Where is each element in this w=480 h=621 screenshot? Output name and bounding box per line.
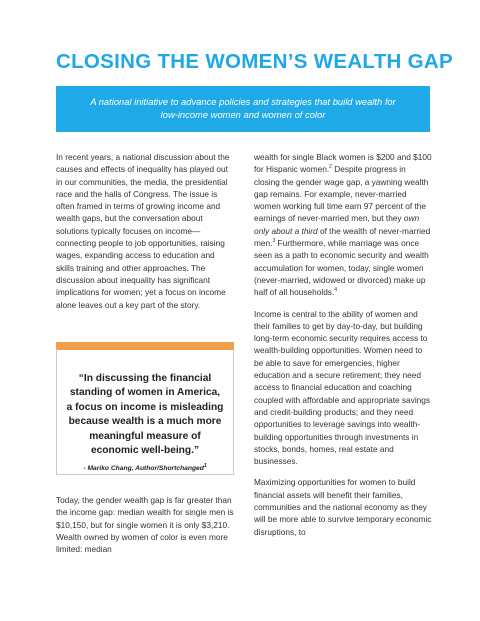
stats-text-a: wealth for single Black women is $200 and $100 for Hispanic women.: [254, 152, 432, 175]
footnote-marker-3: 3: [272, 238, 276, 245]
attribution-text: - Mariko Chang, Author/Shortchanged: [83, 465, 204, 472]
subtitle-banner: [56, 86, 430, 132]
banner-line-2: low-income women and women of color: [160, 109, 326, 120]
maximizing-paragraph: Maximizing opportunities for women to build financial assets will benefit their families, communities and the national economy as they will be more able to survive temporary economic disruptions, to: [254, 477, 432, 537]
wealth-gap-paragraph: Today, the gender wealth gap is far greater than the income gap: median wealth for single men is $10,150, but for single women it is only $3,210. Wealth owned by women of color is even more limited: median: [56, 495, 234, 555]
income-paragraph: Income is central to the ability of women and their families to get by day-to-day, but building long-term economic security requires access to wealth-building opportunities. Women need to be able to save for emergencies, higher education and a secure retirement; they need access to financial education and coaching coupled with affordable and appropriate savings and credit-building products; and they need opportunities to leverage savings into wealth-building opportunities through investments in stocks, bonds, homes, real estate and businesses.: [254, 308, 431, 467]
stats-emphasis: own only about a third: [254, 213, 420, 236]
right-column: [254, 151, 432, 538]
footnote-marker-4: 4: [334, 287, 338, 294]
stats-text-b: Despite progress in closing the gender wage gap, a yawning wealth gap remains. For example, never-married women working full time earn 97 percent of the earnings of never-married men, but they: [254, 164, 429, 224]
pull-quote-attribution: [56, 462, 234, 472]
pull-quote-text: “In discussing the financial standing of women in America, a focus on income is misleading because wealth is a much more meaningful measure of economic well-being.”: [66, 373, 224, 457]
page-title: CLOSING THE WOMEN’S WEALTH GAP: [56, 50, 453, 73]
wealth-stats-paragraph: [254, 151, 432, 299]
footnote-marker-1: 1: [203, 462, 207, 469]
stats-text-d: Furthermore, while marriage was once seen as a path to economic security and wealth accumulation for women, today, single women (never-married, widowed or divorced) make up half of all households.: [254, 238, 429, 298]
stats-text-c: of the wealth of never-married men.: [254, 225, 431, 249]
left-column-gap: [56, 494, 234, 555]
left-column-intro: [56, 151, 234, 311]
footnote-marker-2: 2: [329, 164, 332, 171]
intro-paragraph: In recent years, a national discussion about the causes and effects of inequality has played out in our communities, the media, the presidential race and the halls of Congress. The issue is often framed in terms of growing income and wealth gaps, but the conversation about solutions typically focuses on income—connecting people to job opportunities, raising wages, expanding access to education and skills training and other approaches. The discussion about inequality has significant implications for women; yet a focus on income alone leaves out a key part of the story.: [56, 152, 230, 310]
banner-line-1: A national initiative to advance policies and strategies that build wealth for: [90, 96, 396, 107]
